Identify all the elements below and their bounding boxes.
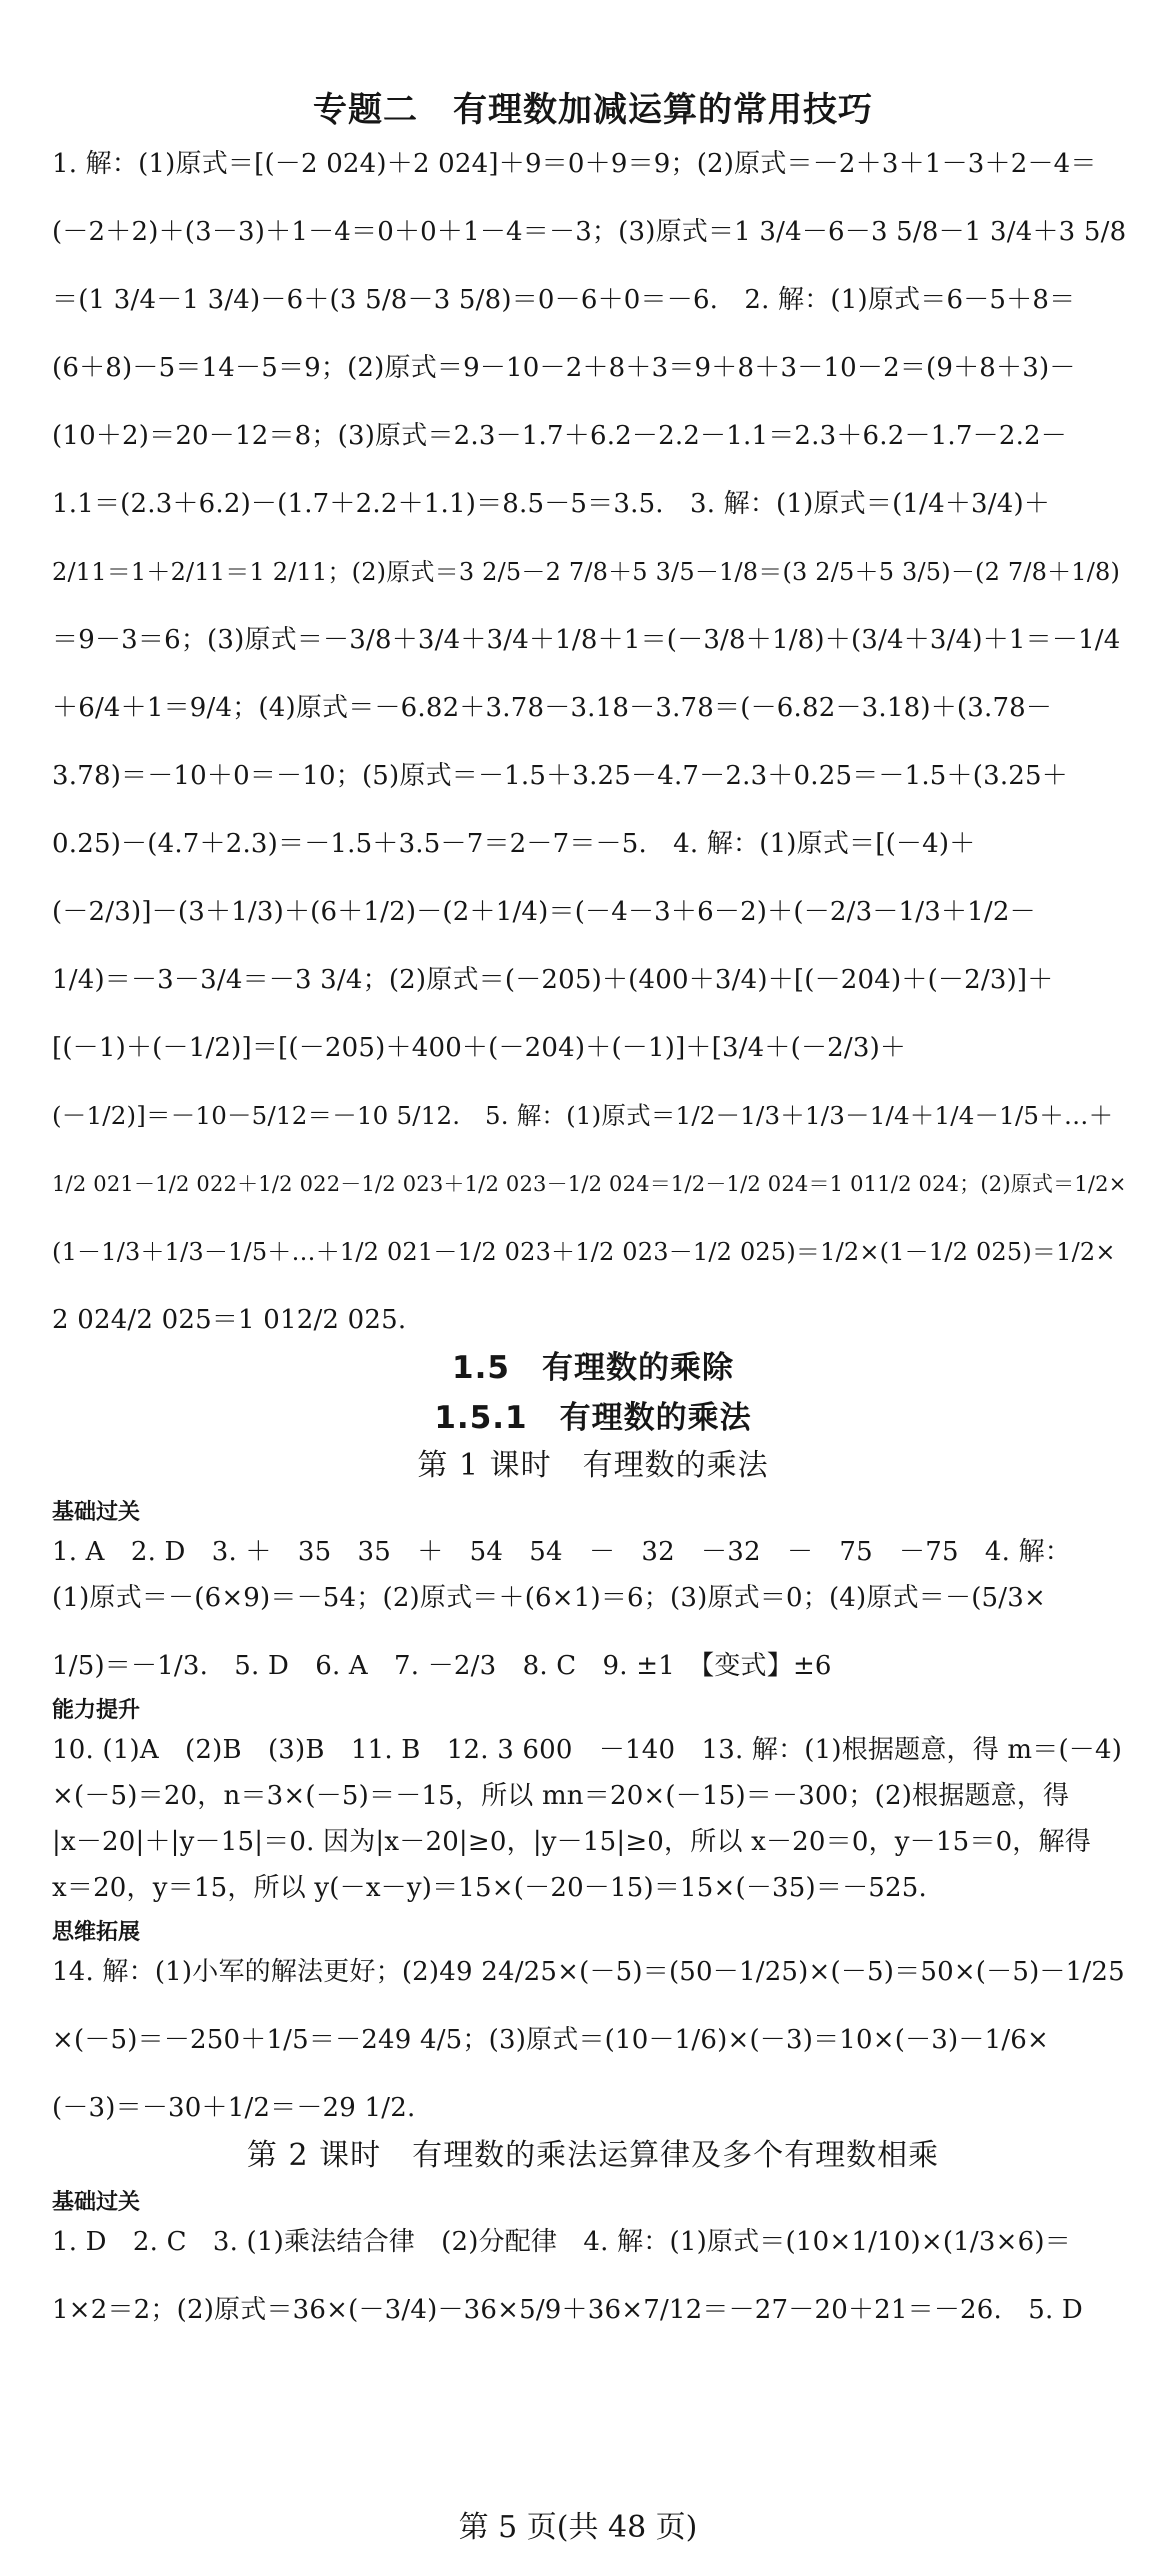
text-line: 1. D 2. C 3. (1)乘法结合律 (2)分配律 4. 解：(1)原式＝(10×1/10)×(1/3×6)＝ [52, 2227, 1071, 2257]
text-line: (－2/3)]－(3＋1/3)＋(6＋1/2)－(2＋1/4)＝(－4－3＋6－2)＋(－2/3－1/3＋1/2－ [52, 897, 1036, 927]
page-footer: 第 5 页(共 48 页) [458, 2510, 698, 2545]
text-line: (－2＋2)＋(3－3)＋1－4＝0＋0＋1－4＝－3；(3)原式＝1 3/4－6－3 5/8－1 3/4＋3 5/8 [52, 217, 1127, 247]
text-line: 3.78)＝－10＋0＝－10；(5)原式＝－1.5＋3.25－4.7－2.3＋0.25＝－1.5＋(3.25＋ [52, 761, 1068, 791]
topic-title: 专题二 有理数加减运算的常用技巧 [313, 90, 873, 130]
text-line: 2 024/2 025＝1 012/2 025. [52, 1305, 407, 1335]
lesson2-title: 第 2 课时 有理数的乘法运算律及多个有理数相乘 [246, 2138, 940, 2173]
text-line: 0.25)－(4.7＋2.3)＝－1.5＋3.5－7＝2－7＝－5. 4. 解：(1)原式＝[(－4)＋ [52, 829, 976, 859]
text-line: 14. 解：(1)小军的解法更好；(2)49 24/25×(－5)＝(50－1/25)×(－5)＝50×(－5)－1/25 [52, 1957, 1125, 1987]
text-line: 1/4)＝－3－3/4＝－3 3/4；(2)原式＝(－205)＋(400＋3/4)＋[(－204)＋(－2/3)]＋ [52, 965, 1054, 995]
lesson1-title: 第 1 课时 有理数的乘法 [417, 1448, 769, 1483]
text-line: ×(－5)＝20，n＝3×(－5)＝－15，所以 mn＝20×(－15)＝－300；(2)根据题意，得 [52, 1781, 1070, 1811]
text-line: x＝20，y＝15，所以 y(－x－y)＝15×(－20－15)＝15×(－35)＝－525. [52, 1873, 927, 1903]
text-line: 1.1＝(2.3＋6.2)－(1.7＋2.2＋1.1)＝8.5－5＝3.5. 3. 解：(1)原式＝(1/4＋3/4)＋ [52, 489, 1051, 519]
text-line: (1)原式＝－(6×9)＝－54；(2)原式＝＋(6×1)＝6；(3)原式＝0；(4)原式＝－(5/3× [52, 1583, 1046, 1613]
subsection-title: 1.5.1 有理数的乘法 [434, 1400, 752, 1436]
lesson1-thinking-label: 思维拓展 [52, 1920, 141, 1945]
text-line: |x－20|＋|y－15|＝0. 因为|x－20|≥0，|y－15|≥0，所以 x－20＝0，y－15＝0，解得 [52, 1827, 1091, 1857]
text-line: ＝9－3＝6；(3)原式＝－3/8＋3/4＋3/4＋1/8＋1＝(－3/8＋1/8)＋(3/4＋3/4)＋1＝－1/4 [52, 625, 1121, 655]
text-line: (10＋2)＝20－12＝8；(3)原式＝2.3－1.7＋6.2－2.2－1.1＝2.3＋6.2－1.7－2.2－ [52, 421, 1067, 451]
text-line: (－3)＝－30＋1/2＝－29 1/2. [52, 2093, 416, 2123]
text-line: [(－1)＋(－1/2)]＝[(－205)＋400＋(－204)＋(－1)]＋[3/4＋(－2/3)＋ [52, 1033, 907, 1063]
text-line: (－1/2)]＝－10－5/12＝－10 5/12. 5. 解：(1)原式＝1/2－1/3＋1/3－1/4＋1/4－1/5＋…＋ [52, 1101, 1114, 1130]
text-line: ＋6/4＋1＝9/4；(4)原式＝－6.82＋3.78－3.18－3.78＝(－6.82－3.18)＋(3.78－ [52, 693, 1053, 723]
lesson1-ability-label: 能力提升 [52, 1698, 141, 1723]
text-line: ×(－5)＝－250＋1/5＝－249 4/5；(3)原式＝(10－1/6)×(－3)＝10×(－3)－1/6× [52, 2025, 1050, 2055]
text-line: 1/2 021－1/2 022＋1/2 022－1/2 023＋1/2 023－1/2 024＝1/2－1/2 024＝1 011/2 024；(2)原式＝1/2× [52, 1172, 1127, 1196]
text-line: 1×2＝2；(2)原式＝36×(－3/4)－36×5/9＋36×7/12＝－27－20＋21＝－26. 5. D [52, 2295, 1083, 2325]
text-line: 1. 解：(1)原式＝[(－2 024)＋2 024]＋9＝0＋9＝9；(2)原式＝－2＋3＋1－3＋2－4＝ [52, 149, 1097, 179]
text-line: 10. (1)A (2)B (3)B 11. B 12. 3 600 －140 13. 解：(1)根据题意，得 m＝(－4) [52, 1735, 1123, 1765]
text-line: 2/11＝1＋2/11＝1 2/11；(2)原式＝3 2/5－2 7/8＋5 3/5－1/8＝(3 2/5＋5 3/5)－(2 7/8＋1/8) [52, 558, 1121, 586]
text-line: 1. A 2. D 3. ＋ 35 35 ＋ 54 54 － 32 －32 － 75 －75 4. 解： [52, 1537, 1071, 1567]
text-line: ＝(1 3/4－1 3/4)－6＋(3 5/8－3 5/8)＝0－6＋0＝－6. 2. 解：(1)原式＝6－5＋8＝ [52, 285, 1076, 315]
lesson1-basic-label: 基础过关 [52, 1500, 141, 1525]
text-line: (6＋8)－5＝14－5＝9；(2)原式＝9－10－2＋8＋3＝9＋8＋3－10－2＝(9＋8＋3)－ [52, 353, 1076, 383]
section-title: 1.5 有理数的乘除 [452, 1350, 734, 1386]
text-line: 1/5)＝－1/3. 5. D 6. A 7. －2/3 8. C 9. ±1 【变式】±6 [52, 1651, 832, 1681]
lesson2-basic-label: 基础过关 [52, 2190, 141, 2215]
text-line: (1－1/3＋1/3－1/5＋…＋1/2 021－1/2 023＋1/2 023－1/2 025)＝1/2×(1－1/2 025)＝1/2× [52, 1238, 1116, 1266]
